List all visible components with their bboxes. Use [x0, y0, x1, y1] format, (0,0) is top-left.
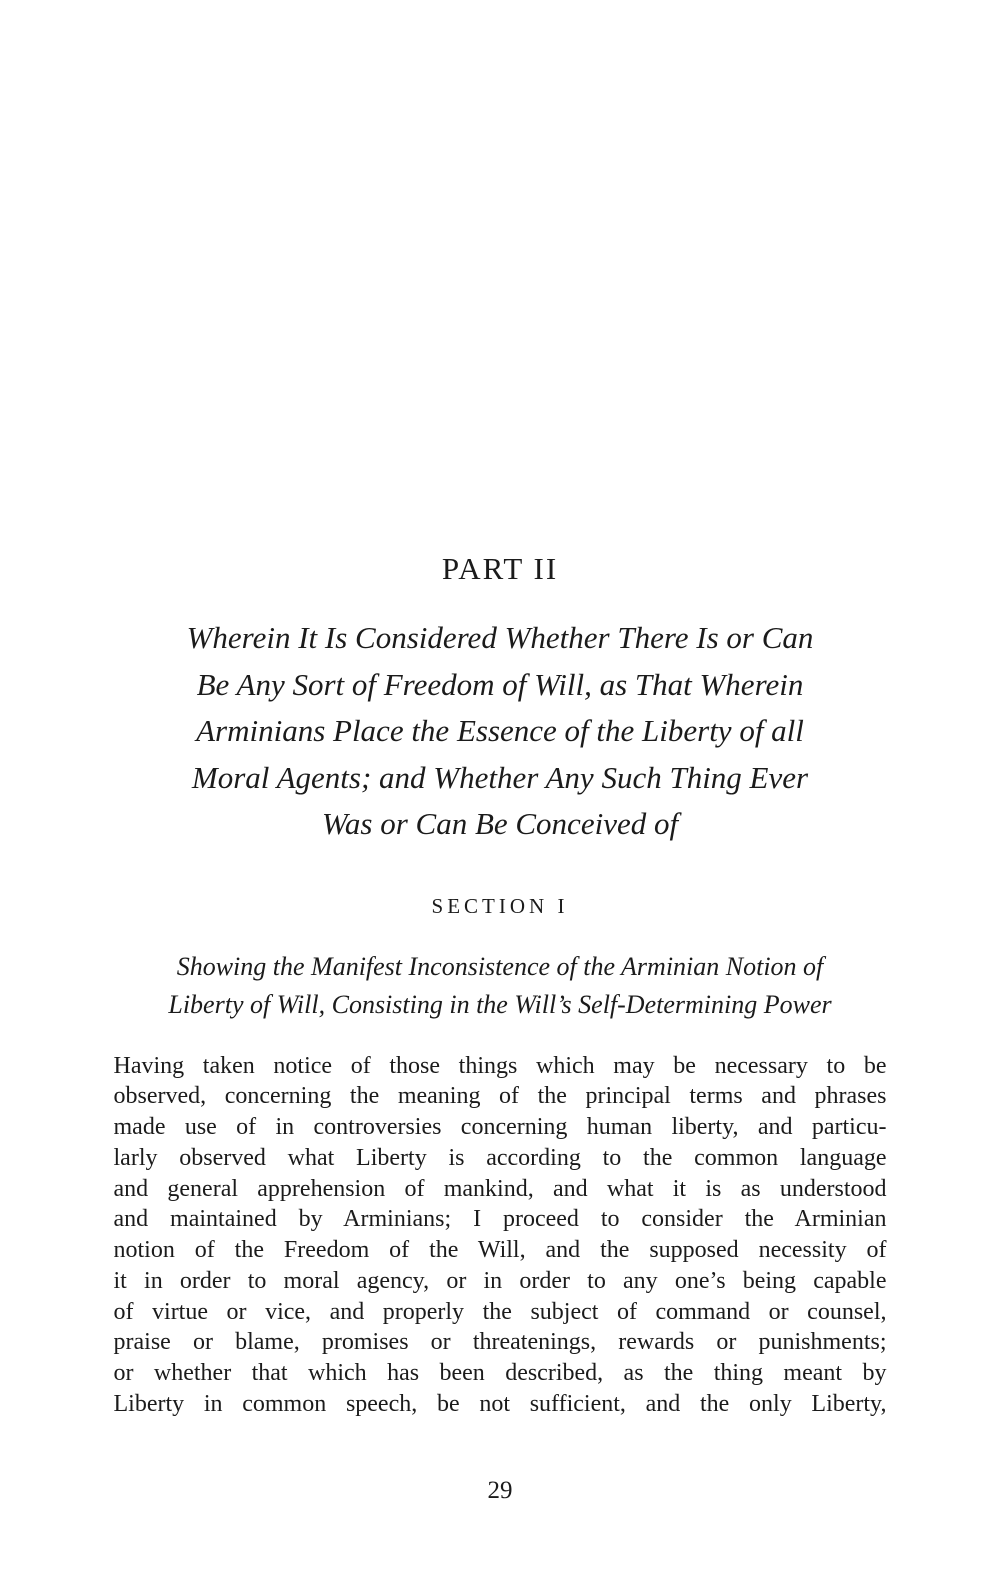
- paragraph-line: larly observed what Liberty is according to the common language: [113, 1144, 887, 1171]
- section-subtitle-line: Showing the Manifest Inconsistence of the Arminian Notion of: [176, 951, 824, 981]
- paragraph-line: Liberty in common speech, be not sufficient, and the only Liberty,: [113, 1390, 887, 1417]
- section-subtitle: [0, 948, 1000, 1024]
- paragraph-line: or whether that which has been described, as the thing meant by: [113, 1360, 887, 1386]
- paragraph-line: praise or blame, promises or threatenings, rewards or punishments;: [113, 1329, 887, 1356]
- part-subtitle-line: Be Any Sort of Freedom of Will, as That Wherein: [196, 666, 804, 702]
- paragraph-line: and general apprehension of mankind, and what it is as understood: [113, 1175, 887, 1202]
- part-subtitle-line: Arminians Place the Essence of the Liberty of all: [196, 713, 804, 748]
- paragraph-line: notion of the Freedom of the Will, and the supposed necessity of: [113, 1237, 887, 1263]
- paragraph-line: Having taken notice of those things which may be necessary to be: [113, 1052, 887, 1079]
- section-subtitle-line: Liberty of Will, Consisting in the Will’s Self-Determining Power: [168, 989, 832, 1019]
- paragraph-line: and maintained by Arminians; I proceed to consider the Arminian: [113, 1206, 887, 1233]
- part-subtitle: [0, 615, 1000, 848]
- paragraph-line: observed, concerning the meaning of the principal terms and phrases: [113, 1083, 887, 1110]
- body-paragraph: [114, 1051, 887, 1420]
- page-number: 29: [487, 1476, 513, 1504]
- paragraph-line: made use of in controversies concerning human liberty, and particu-: [113, 1114, 887, 1140]
- paragraph-line: it in order to moral agency, or in order to any one’s being capable: [113, 1267, 887, 1294]
- part-subtitle-line: Wherein It Is Considered Whether There Is or Can: [186, 620, 814, 655]
- paragraph-line: of virtue or vice, and properly the subject of command or counsel,: [113, 1298, 887, 1325]
- section-heading: SECTION I: [431, 893, 569, 918]
- part-subtitle-line: Was or Can Be Conceived of: [321, 806, 679, 841]
- part-title: PART II: [441, 551, 559, 586]
- part-subtitle-line: Moral Agents; and Whether Any Such Thing Ever: [191, 759, 809, 795]
